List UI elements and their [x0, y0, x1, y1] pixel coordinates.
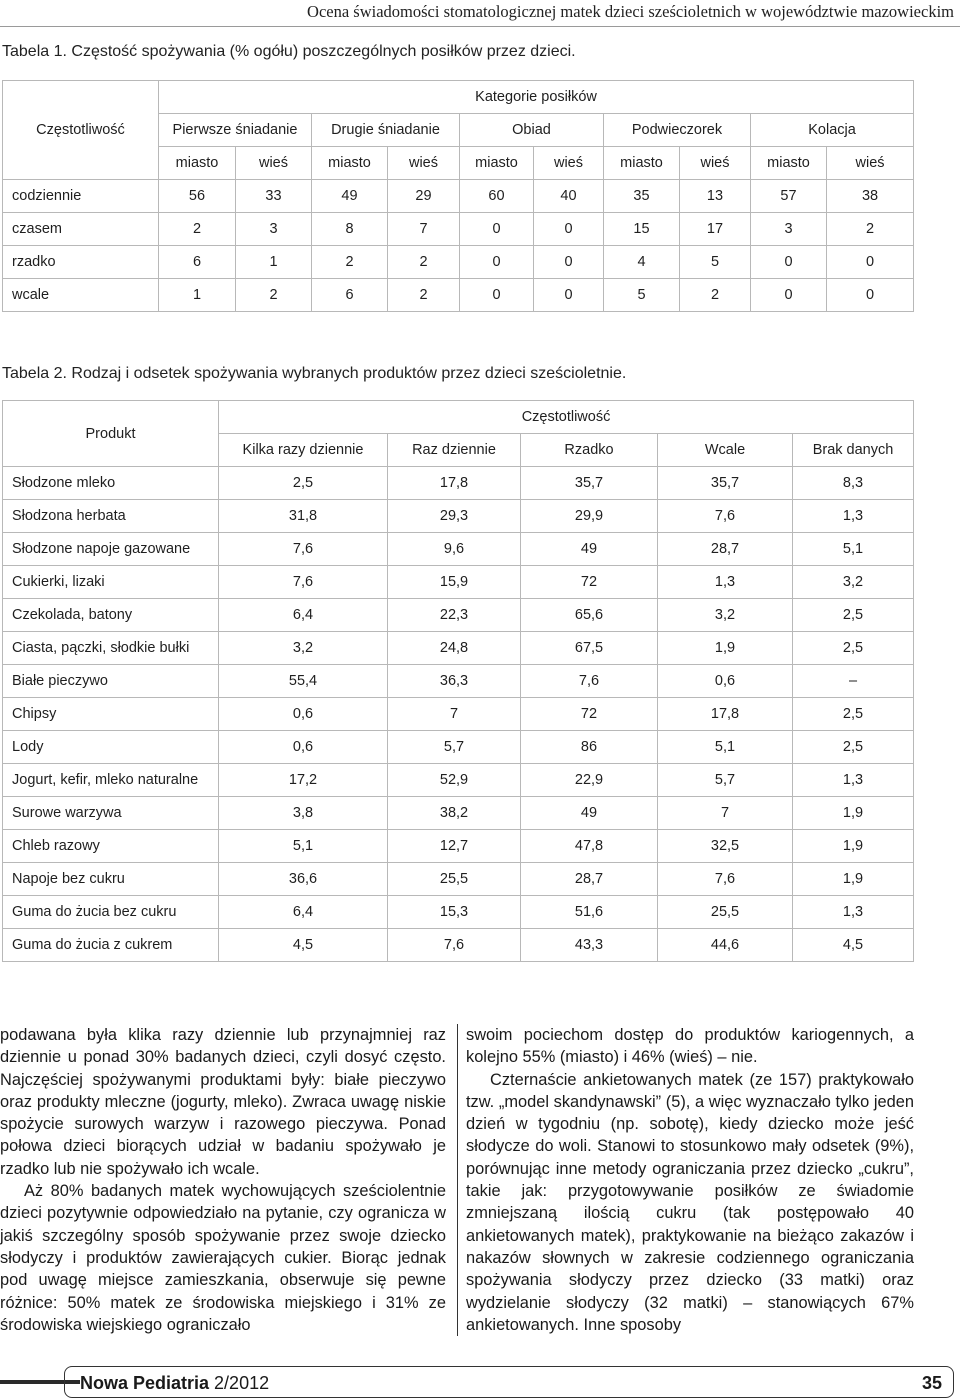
body-paragraph: podawana była klika razy dziennie lub przynajmniej raz dziennie u ponad 30% badanych dzieci, czyli dosyć często. Najczęściej spożywanymi produktami były: białe pieczywo oraz produkty mleczne (jogurty, mleko). Zwraca uwagę niskie spożycie surowych warzyw i razowego pieczywa. Ponad połowa dzieci biorących udział w badaniu spożywało je rzadko lub nie spożywało ich wcale.	[0, 1026, 446, 1178]
table-row	[3, 698, 914, 731]
table1-meal-header: Kolacja	[751, 114, 914, 147]
table1-subheader: miasto	[159, 147, 236, 180]
table-cell: 7	[388, 213, 460, 246]
table-cell: 5,7	[658, 764, 793, 797]
body-paragraph: Aż 80% badanych matek wychowujących sześciolentnie dzieci pozytywnie odpowiedziało na pytanie, czy ogranicza w jakiś szczególny sposób spożywanie przez swoje dziecko słodyczy i produktów zawierających cukier. Biorąc jednak pod uwagę miejsce zamieszkania, obserwuje się pewne różnice: 50% matek ze środowiska miejskiego i 31% ze środowiska wiejskiego ograniczało	[0, 1182, 446, 1334]
table-row	[3, 246, 914, 279]
table1-group-header: Kategorie posiłków	[159, 81, 914, 114]
table-cell: 47,8	[521, 830, 658, 863]
table-cell: 67,5	[521, 632, 658, 665]
table-cell: 7,6	[219, 566, 388, 599]
table-cell: 25,5	[658, 896, 793, 929]
body-column-left	[0, 1024, 446, 1336]
table-cell: 24,8	[388, 632, 521, 665]
table-row	[3, 533, 914, 566]
table1-subheader: wieś	[827, 147, 914, 180]
table-row	[3, 599, 914, 632]
table-cell: 5,1	[658, 731, 793, 764]
table-cell: 1	[236, 246, 312, 279]
table-cell: 1	[159, 279, 236, 312]
table-cell: 2	[827, 213, 914, 246]
table-cell: 17,8	[658, 698, 793, 731]
header-rule	[0, 26, 960, 27]
table-cell: 3,2	[219, 632, 388, 665]
table-cell: 35,7	[658, 467, 793, 500]
row-label: wcale	[3, 279, 159, 312]
table-cell: 1,9	[793, 797, 914, 830]
table-cell: 13	[680, 180, 751, 213]
product-label: Cukierki, lizaki	[3, 566, 219, 599]
table-row	[3, 830, 914, 863]
product-label: Lody	[3, 731, 219, 764]
table-cell: 0,6	[219, 731, 388, 764]
table-cell: 72	[521, 698, 658, 731]
row-label: czasem	[3, 213, 159, 246]
table-cell: 5,7	[388, 731, 521, 764]
product-label: Białe pieczywo	[3, 665, 219, 698]
table-cell: 7,6	[219, 533, 388, 566]
table1-subheader: miasto	[751, 147, 827, 180]
table-cell: 7	[658, 797, 793, 830]
column-divider	[457, 1024, 458, 1336]
table-cell: –	[793, 665, 914, 698]
table-row	[3, 279, 914, 312]
table-cell: 36,6	[219, 863, 388, 896]
table-cell: 17	[680, 213, 751, 246]
table-cell: 1,9	[793, 863, 914, 896]
table-cell: 2	[680, 279, 751, 312]
table-cell: 86	[521, 731, 658, 764]
table-cell: 0	[460, 279, 534, 312]
table-cell: 4,5	[793, 929, 914, 962]
table-cell: 57	[751, 180, 827, 213]
table-cell: 28,7	[658, 533, 793, 566]
table-cell: 5	[604, 279, 680, 312]
table-cell: 49	[521, 797, 658, 830]
table-cell: 36,3	[388, 665, 521, 698]
table2-body	[3, 467, 914, 962]
row-label: codziennie	[3, 180, 159, 213]
body-paragraph: swoim pociechom dostęp do produktów kariogennych, a kolejno 55% (miasto) i 46% (wieś) – nie.	[466, 1026, 914, 1067]
product-label: Chleb razowy	[3, 830, 219, 863]
table1-subheader: miasto	[604, 147, 680, 180]
table1-subheader: wieś	[236, 147, 312, 180]
product-label: Czekolada, batony	[3, 599, 219, 632]
table-row	[3, 929, 914, 962]
table1-meal-header: Drugie śniadanie	[312, 114, 460, 147]
table2-column-header: Kilka razy dziennie	[219, 434, 388, 467]
table-cell: 1,9	[658, 632, 793, 665]
table1-subheader: wieś	[680, 147, 751, 180]
table-cell: 15,3	[388, 896, 521, 929]
table-cell: 2	[312, 246, 388, 279]
table2-column-header: Brak danych	[793, 434, 914, 467]
row-label: rzadko	[3, 246, 159, 279]
product-label: Ciasta, pączki, słodkie bułki	[3, 632, 219, 665]
table-cell: 56	[159, 180, 236, 213]
table-cell: 28,7	[521, 863, 658, 896]
table-cell: 6	[159, 246, 236, 279]
table1-row-header: Częstotliwość	[3, 81, 159, 180]
table-cell: 29	[388, 180, 460, 213]
table1-caption: Tabela 1. Częstość spożywania (% ogółu) poszczególnych posiłków przez dzieci.	[2, 43, 576, 60]
table-cell: 4	[604, 246, 680, 279]
table-cell: 60	[460, 180, 534, 213]
table2-caption: Tabela 2. Rodzaj i odsetek spożywania wybranych produktów przez dzieci sześcioletnie.	[2, 365, 627, 382]
table1-subheader: wieś	[534, 147, 604, 180]
product-label: Guma do żucia z cukrem	[3, 929, 219, 962]
table-cell: 0	[534, 213, 604, 246]
table2-column-header: Raz dziennie	[388, 434, 521, 467]
table1	[2, 80, 914, 312]
table-row	[3, 764, 914, 797]
table-cell: 7,6	[658, 500, 793, 533]
table-cell: 0	[827, 246, 914, 279]
table-cell: 5,1	[793, 533, 914, 566]
table1-meal-header: Obiad	[460, 114, 604, 147]
table-cell: 3,2	[793, 566, 914, 599]
table-cell: 9,6	[388, 533, 521, 566]
product-label: Słodzone napoje gazowane	[3, 533, 219, 566]
table-cell: 38,2	[388, 797, 521, 830]
table-row	[3, 180, 914, 213]
table-cell: 15	[604, 213, 680, 246]
table-cell: 8	[312, 213, 388, 246]
journal-issue: 2/2012	[209, 1373, 270, 1393]
journal-name: Nowa Pediatria	[80, 1373, 210, 1393]
table-cell: 0,6	[219, 698, 388, 731]
table-cell: 51,6	[521, 896, 658, 929]
table-cell: 0	[460, 246, 534, 279]
table-cell: 43,3	[521, 929, 658, 962]
table-cell: 15,9	[388, 566, 521, 599]
table-row	[3, 500, 914, 533]
table-cell: 6,4	[219, 599, 388, 632]
table-cell: 40	[534, 180, 604, 213]
table2-column-header: Wcale	[658, 434, 793, 467]
table-cell: 2,5	[793, 698, 914, 731]
table-cell: 7	[388, 698, 521, 731]
product-label: Słodzona herbata	[3, 500, 219, 533]
table-cell: 8,3	[793, 467, 914, 500]
table1-subheader: miasto	[460, 147, 534, 180]
table-row	[3, 665, 914, 698]
table-cell: 49	[521, 533, 658, 566]
table-cell: 0	[534, 279, 604, 312]
table-cell: 0	[751, 279, 827, 312]
table-cell: 6	[312, 279, 388, 312]
table-cell: 52,9	[388, 764, 521, 797]
table-cell: 0,6	[658, 665, 793, 698]
table-cell: 1,3	[793, 500, 914, 533]
table-cell: 2,5	[793, 632, 914, 665]
table-cell: 31,8	[219, 500, 388, 533]
table-cell: 2	[236, 279, 312, 312]
table2-column-header: Rzadko	[521, 434, 658, 467]
table-cell: 3,2	[658, 599, 793, 632]
table-row	[3, 896, 914, 929]
table1-meal-header: Podwieczorek	[604, 114, 751, 147]
product-label: Napoje bez cukru	[3, 863, 219, 896]
table-row	[3, 731, 914, 764]
table-cell: 2	[388, 246, 460, 279]
table-row	[3, 797, 914, 830]
table2-group-header: Częstotliwość	[219, 401, 914, 434]
table-cell: 22,9	[521, 764, 658, 797]
table-cell: 35,7	[521, 467, 658, 500]
table-cell: 6,4	[219, 896, 388, 929]
table-cell: 1,9	[793, 830, 914, 863]
table-cell: 3,8	[219, 797, 388, 830]
table-cell: 7,6	[521, 665, 658, 698]
table-row	[3, 566, 914, 599]
product-label: Chipsy	[3, 698, 219, 731]
table-cell: 33	[236, 180, 312, 213]
table-cell: 35	[604, 180, 680, 213]
table-cell: 49	[312, 180, 388, 213]
table-cell: 17,8	[388, 467, 521, 500]
table-cell: 2,5	[793, 731, 914, 764]
table-cell: 4,5	[219, 929, 388, 962]
table-cell: 22,3	[388, 599, 521, 632]
table-cell: 44,6	[658, 929, 793, 962]
table-cell: 17,2	[219, 764, 388, 797]
table-cell: 2,5	[793, 599, 914, 632]
table-cell: 1,3	[658, 566, 793, 599]
table-cell: 0	[827, 279, 914, 312]
table1-subheader: miasto	[312, 147, 388, 180]
page-number: 35	[921, 1373, 942, 1393]
product-label: Słodzone mleko	[3, 467, 219, 500]
product-label: Jogurt, kefir, mleko naturalne	[3, 764, 219, 797]
table-cell: 0	[751, 246, 827, 279]
table-cell: 5,1	[219, 830, 388, 863]
table-cell: 29,9	[521, 500, 658, 533]
body-column-right	[466, 1024, 914, 1336]
table-row	[3, 213, 914, 246]
body-paragraph: Czternaście ankietowanych matek (ze 157) praktykowało tzw. „model skandynawski” (5), a więc wyznaczało tylko jeden dzień w tygodniu (np. sobotę), kiedy dziecko może jeść słodycze do woli. Stanowi to stosunkowo mały odsetek (9%), porównując inne metody ograniczania przez dziecko „cukru”, takie jak: przygotowywanie posiłków ze świadomie zmniejszaną ilością cukru (tak postępowało 40 ankietowanych matek), praktykowanie na bieżąco zakazów i nakazów słownych w zakresie codziennego ograniczania spożywania słodyczy przez dziecko (33 matki) oraz wydzielanie słodyczy (32 matki) – stanowiących 67% ankietowanych. Inne sposoby	[466, 1070, 914, 1334]
table-cell: 29,3	[388, 500, 521, 533]
table1-body	[3, 180, 914, 312]
table-cell: 0	[460, 213, 534, 246]
table-cell: 55,4	[219, 665, 388, 698]
table-cell: 2	[159, 213, 236, 246]
table-cell: 7,6	[658, 863, 793, 896]
table2	[2, 400, 914, 962]
table-cell: 25,5	[388, 863, 521, 896]
table-cell: 72	[521, 566, 658, 599]
table-cell: 7,6	[388, 929, 521, 962]
table-row	[3, 863, 914, 896]
table-cell: 38	[827, 180, 914, 213]
table-cell: 65,6	[521, 599, 658, 632]
table1-subheader: wieś	[388, 147, 460, 180]
table2-product-header: Produkt	[3, 401, 219, 467]
table-cell: 1,3	[793, 764, 914, 797]
table-cell: 2,5	[219, 467, 388, 500]
table1-meal-header: Pierwsze śniadanie	[159, 114, 312, 147]
product-label: Guma do żucia bez cukru	[3, 896, 219, 929]
footer-journal	[80, 1373, 269, 1394]
table-cell: 1,3	[793, 896, 914, 929]
table-cell: 12,7	[388, 830, 521, 863]
table-cell: 3	[236, 213, 312, 246]
table-cell: 3	[751, 213, 827, 246]
running-header: Ocena świadomości stomatologicznej matek dzieci sześcioletnich w województwie mazowieckim	[307, 2, 954, 21]
table-row	[3, 467, 914, 500]
table-cell: 32,5	[658, 830, 793, 863]
table-cell: 0	[534, 246, 604, 279]
table-cell: 2	[388, 279, 460, 312]
table-row	[3, 632, 914, 665]
table-cell: 5	[680, 246, 751, 279]
product-label: Surowe warzywa	[3, 797, 219, 830]
